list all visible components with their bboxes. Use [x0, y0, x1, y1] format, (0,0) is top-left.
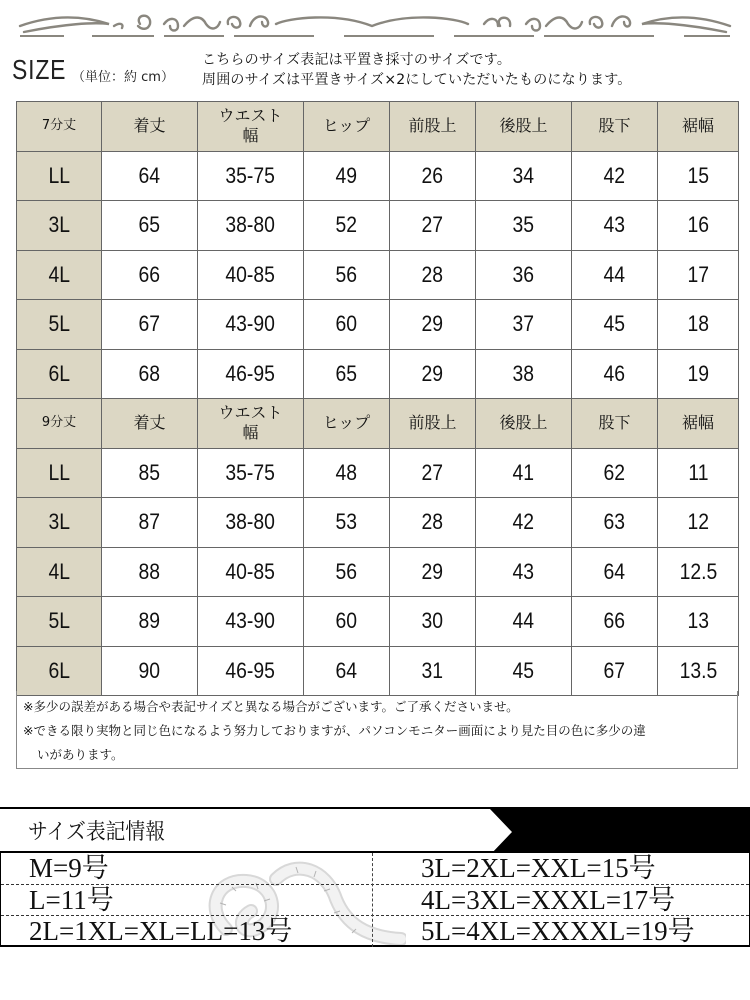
table-cell: 65 — [102, 201, 198, 251]
table-cell: 19 — [658, 349, 739, 399]
size-unit: （単位：約 cm） — [72, 70, 174, 85]
length-type-label: 7分丈 — [17, 102, 102, 152]
table-cell: 64 — [304, 646, 390, 696]
table-cell: 38-80 — [198, 201, 304, 251]
ornament-divider-icon — [14, 6, 736, 40]
table-row — [17, 448, 739, 498]
size-info-row — [1, 884, 749, 915]
table-row — [17, 646, 739, 696]
table-cell: 16 — [658, 201, 739, 251]
table-cell: 63 — [572, 498, 658, 548]
table-cell: 60 — [304, 300, 390, 350]
table-cell: 26 — [390, 151, 476, 201]
table-cell: 40-85 — [198, 250, 304, 300]
header-hip: ヒップ — [304, 102, 390, 152]
table-cell: 28 — [390, 498, 476, 548]
size-equivalence: 4L=3XL=XXXL=17号 — [421, 885, 676, 915]
length-type-label: 9分丈 — [17, 399, 102, 449]
table-cell: 56 — [304, 547, 390, 597]
header-waist — [198, 102, 304, 152]
header-hem-width: 裾幅 — [658, 399, 739, 449]
header-back-rise: 後股上 — [476, 102, 572, 152]
table-cell: 31 — [390, 646, 476, 696]
table-cell: 60 — [304, 597, 390, 647]
table-cell: 67 — [572, 646, 658, 696]
table-cell: 46 — [572, 349, 658, 399]
table-cell: 90 — [102, 646, 198, 696]
table-cell: 17 — [658, 250, 739, 300]
table-cell: 67 — [102, 300, 198, 350]
table-cell: 49 — [304, 151, 390, 201]
table-cell: 43 — [572, 201, 658, 251]
table-cell: 68 — [102, 349, 198, 399]
header-back-rise: 後股上 — [476, 399, 572, 449]
table-header-row — [17, 102, 739, 152]
disclaimer-line: いがあります。 — [37, 747, 124, 762]
table-header-row — [17, 399, 739, 449]
table-cell: 44 — [476, 597, 572, 647]
table-cell: 27 — [390, 201, 476, 251]
size-note-line: 周囲のサイズは平置きサイズ×2にしていただいたものになります。 — [202, 72, 632, 88]
size-info-grid — [0, 853, 750, 947]
table-cell: 38 — [476, 349, 572, 399]
header-hip: ヒップ — [304, 399, 390, 449]
table-cell: 62 — [572, 448, 658, 498]
table-cell: 12 — [658, 498, 739, 548]
disclaimer-line: ※多少の誤差がある場合や表記サイズと異なる場合がございます。ご了承くださいませ。 — [23, 699, 519, 714]
size-title: SIZE — [12, 54, 67, 85]
size-note-line: こちらのサイズ表記は平置き採寸のサイズです。 — [202, 52, 512, 68]
table-cell: 43-90 — [198, 300, 304, 350]
table-cell: 53 — [304, 498, 390, 548]
table-row — [17, 597, 739, 647]
table-cell: 45 — [572, 300, 658, 350]
size-equivalence: 2L=1XL=XL=LL=13号 — [29, 916, 293, 946]
size-label: 4L — [17, 547, 102, 597]
table-cell: 48 — [304, 448, 390, 498]
table-cell: 13.5 — [658, 646, 739, 696]
size-equivalence: 3L=2XL=XXL=15号 — [421, 853, 656, 883]
header-waist-line1: ウエスト — [218, 106, 283, 126]
table-cell: 52 — [304, 201, 390, 251]
header-front-rise: 前股上 — [390, 102, 476, 152]
table-cell: 29 — [390, 547, 476, 597]
header-waist-line1: ウエスト — [218, 403, 283, 423]
table-cell: 40-85 — [198, 547, 304, 597]
size-table — [16, 101, 739, 696]
table-cell: 11 — [658, 448, 739, 498]
header-waist — [198, 399, 304, 449]
table-row — [17, 201, 739, 251]
disclaimer-box — [16, 691, 738, 769]
size-label: 4L — [17, 250, 102, 300]
table-cell: 38-80 — [198, 498, 304, 548]
table-cell: 34 — [476, 151, 572, 201]
table-cell: 28 — [390, 250, 476, 300]
table-cell: 36 — [476, 250, 572, 300]
table-cell: 65 — [304, 349, 390, 399]
table-cell: 64 — [572, 547, 658, 597]
table-row — [17, 151, 739, 201]
header-inseam: 股下 — [572, 102, 658, 152]
table-cell: 44 — [572, 250, 658, 300]
size-label: 3L — [17, 498, 102, 548]
size-info-row — [1, 915, 749, 946]
size-info-title: サイズ表記情報 — [28, 820, 166, 845]
table-row — [17, 300, 739, 350]
table-cell: 29 — [390, 300, 476, 350]
table-cell: 88 — [102, 547, 198, 597]
size-label: 6L — [17, 646, 102, 696]
header-length: 着丈 — [102, 399, 198, 449]
size-info-section — [0, 807, 750, 947]
table-cell: 13 — [658, 597, 739, 647]
table-cell: 66 — [102, 250, 198, 300]
table-cell: 35-75 — [198, 151, 304, 201]
table-row — [17, 349, 739, 399]
header-front-rise: 前股上 — [390, 399, 476, 449]
table-cell: 42 — [572, 151, 658, 201]
table-cell: 18 — [658, 300, 739, 350]
table-cell: 29 — [390, 349, 476, 399]
column-divider — [372, 853, 373, 947]
table-cell: 43-90 — [198, 597, 304, 647]
table-cell: 56 — [304, 250, 390, 300]
table-cell: 35-75 — [198, 448, 304, 498]
size-equivalence: M=9号 — [29, 853, 109, 883]
disclaimer-line: ※できる限り実物と同じ色になるよう努力しておりますが、パソコンモニター画面により見た目の色に多少の違 — [23, 723, 646, 738]
table-row — [17, 250, 739, 300]
size-label: 5L — [17, 300, 102, 350]
table-row — [17, 547, 739, 597]
table-cell: 30 — [390, 597, 476, 647]
header-waist-line2: 幅 — [242, 423, 259, 443]
table-cell: 37 — [476, 300, 572, 350]
header-waist-line2: 幅 — [242, 126, 259, 146]
table-cell: 66 — [572, 597, 658, 647]
header-inseam: 股下 — [572, 399, 658, 449]
size-label: 5L — [17, 597, 102, 647]
table-cell: 43 — [476, 547, 572, 597]
table-cell: 85 — [102, 448, 198, 498]
table-cell: 89 — [102, 597, 198, 647]
size-info-banner — [0, 807, 750, 853]
table-cell: 46-95 — [198, 646, 304, 696]
size-label: 6L — [17, 349, 102, 399]
table-cell: 46-95 — [198, 349, 304, 399]
size-header — [12, 48, 742, 92]
size-equivalence: 5L=4XL=XXXXL=19号 — [421, 916, 695, 946]
table-cell: 45 — [476, 646, 572, 696]
size-label: LL — [17, 448, 102, 498]
table-cell: 35 — [476, 201, 572, 251]
size-label: 3L — [17, 201, 102, 251]
header-length: 着丈 — [102, 102, 198, 152]
banner-arrow-shape — [490, 809, 750, 853]
table-row — [17, 498, 739, 548]
table-cell: 87 — [102, 498, 198, 548]
size-label: LL — [17, 151, 102, 201]
size-equivalence: L=11号 — [29, 885, 114, 915]
table-cell: 27 — [390, 448, 476, 498]
size-info-row — [1, 853, 749, 884]
table-cell: 41 — [476, 448, 572, 498]
table-cell: 64 — [102, 151, 198, 201]
size-notes — [202, 50, 631, 90]
table-cell: 12.5 — [658, 547, 739, 597]
table-cell: 42 — [476, 498, 572, 548]
header-hem-width: 裾幅 — [658, 102, 739, 152]
table-cell: 15 — [658, 151, 739, 201]
